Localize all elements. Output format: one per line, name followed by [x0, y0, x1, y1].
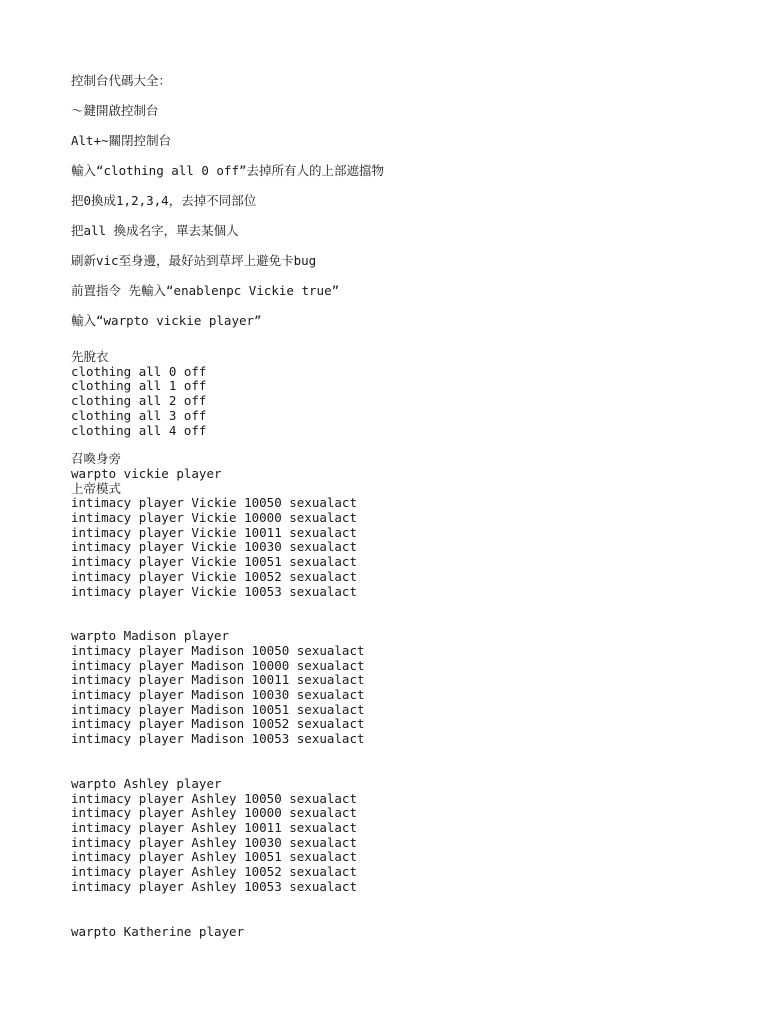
- command-line: intimacy player Ashley 10052 sexualact: [71, 864, 357, 880]
- command-line: intimacy player Vickie 10000 sexualact: [71, 510, 357, 526]
- madison-section: [71, 629, 751, 747]
- doc-line: 刷新vic至身邊，最好站到草坪上避免卡bug: [71, 253, 317, 268]
- undress-section: [71, 350, 751, 438]
- command-line: intimacy player Vickie 10011 sexualact: [71, 524, 357, 540]
- section-heading: warpto Katherine player: [71, 923, 245, 939]
- section-heading: warpto Ashley player: [71, 775, 222, 791]
- command-line: intimacy player Ashley 10011 sexualact: [71, 819, 357, 835]
- command-line: clothing all 3 off: [71, 407, 207, 423]
- command-line: intimacy player Ashley 10051 sexualact: [71, 849, 357, 865]
- command-line: intimacy player Vickie 10052 sexualact: [71, 568, 357, 584]
- command-line: intimacy player Ashley 10030 sexualact: [71, 834, 357, 850]
- command-line: clothing all 1 off: [71, 378, 207, 394]
- subheading: 上帝模式: [71, 480, 122, 496]
- ashley-section: [71, 777, 751, 895]
- command-line: intimacy player Madison 10051 sexualact: [71, 701, 365, 717]
- doc-title: 控制台代碼大全：: [71, 73, 172, 88]
- vickie-section: [71, 452, 751, 599]
- command-line: intimacy player Vickie 10050 sexualact: [71, 495, 357, 511]
- command-line: intimacy player Madison 10000 sexualact: [71, 657, 365, 673]
- command-line: intimacy player Madison 10011 sexualact: [71, 672, 365, 688]
- doc-line: 輸入“warpto vickie player”: [71, 313, 262, 328]
- section-heading: 召喚身旁: [71, 451, 122, 467]
- command-line: warpto vickie player: [71, 465, 222, 481]
- command-line: intimacy player Madison 10030 sexualact: [71, 687, 365, 703]
- doc-line: 把0換成1,2,3,4，去掉不同部位: [71, 193, 257, 208]
- document-page: [71, 66, 751, 939]
- doc-line: Alt+~關閉控制台: [71, 133, 172, 148]
- doc-line: 前置指令 先輸入“enablenpc Vickie true”: [71, 283, 340, 298]
- command-line: clothing all 2 off: [71, 393, 207, 409]
- command-line: intimacy player Ashley 10050 sexualact: [71, 790, 357, 806]
- section-heading: 先脫衣: [71, 349, 109, 364]
- command-line: clothing all 4 off: [71, 422, 207, 438]
- doc-line: 輸入“clothing all 0 off”去掉所有人的上部遮擋物: [71, 163, 385, 178]
- katherine-section: [71, 925, 751, 940]
- command-line: intimacy player Madison 10050 sexualact: [71, 642, 365, 658]
- command-line: intimacy player Madison 10052 sexualact: [71, 716, 365, 732]
- command-line: intimacy player Vickie 10030 sexualact: [71, 539, 357, 555]
- command-line: intimacy player Madison 10053 sexualact: [71, 731, 365, 747]
- section-heading: warpto Madison player: [71, 628, 230, 644]
- command-line: intimacy player Vickie 10053 sexualact: [71, 583, 357, 599]
- command-line: intimacy player Vickie 10051 sexualact: [71, 554, 357, 570]
- doc-line: ～鍵開啟控制台: [71, 103, 159, 118]
- command-line: clothing all 0 off: [71, 363, 207, 379]
- command-line: intimacy player Ashley 10000 sexualact: [71, 805, 357, 821]
- doc-line: 把all 換成名字，單去某個人: [71, 223, 239, 238]
- command-line: intimacy player Ashley 10053 sexualact: [71, 878, 357, 894]
